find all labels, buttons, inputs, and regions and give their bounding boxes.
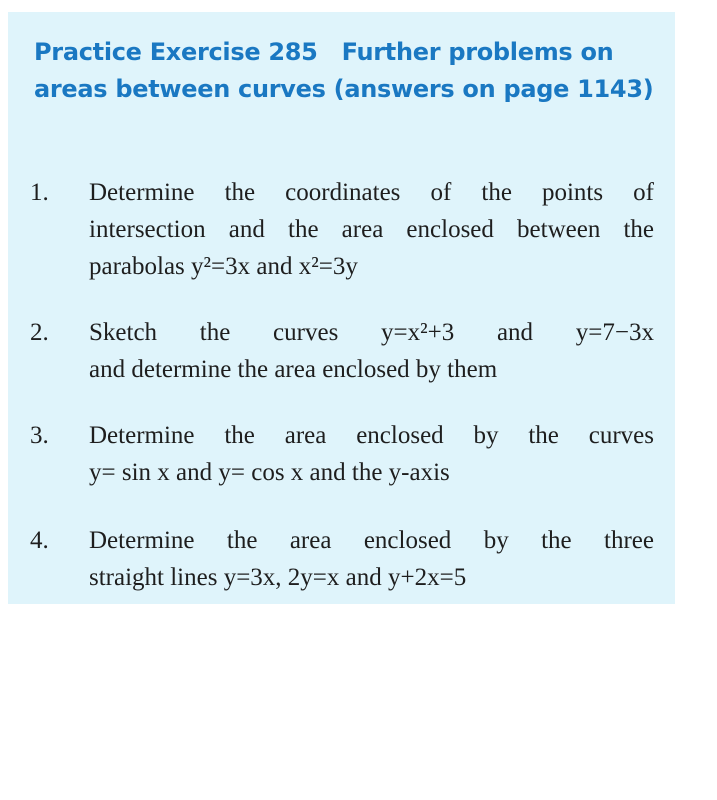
exercise-number-title: Practice Exercise 285 (34, 38, 318, 66)
problem-text (89, 314, 654, 388)
problem-line: Determine the area enclosed by the curves (89, 422, 654, 449)
exercise-subject: Further problems on areas between curves (answers on page 1143) (34, 38, 654, 103)
problem-number: 3. (30, 422, 49, 449)
problem-line: Sketch the curves y=x²+3 and y=7−3x (89, 319, 654, 346)
problem-number: 1. (30, 179, 49, 206)
problem-line: Determine the area enclosed by the three (89, 527, 654, 554)
exercise-heading (34, 34, 654, 108)
problem-text (89, 522, 654, 596)
problem-number: 4. (30, 527, 49, 554)
problem-line: intersection and the area enclosed between the (89, 216, 654, 243)
problem-line: parabolas y²=3x and x²=3y (89, 253, 358, 280)
problem-line: y= sin x and y= cos x and the y-axis (89, 459, 450, 486)
problem-number: 2. (30, 319, 49, 346)
problem-text (89, 174, 654, 285)
problem-line: and determine the area enclosed by them (89, 356, 498, 383)
problem-line: straight lines y=3x, 2y=x and y+2x=5 (89, 564, 467, 591)
problem-line: Determine the coordinates of the points of (89, 179, 654, 206)
problem-text (89, 417, 654, 491)
exercise-panel (8, 12, 675, 604)
